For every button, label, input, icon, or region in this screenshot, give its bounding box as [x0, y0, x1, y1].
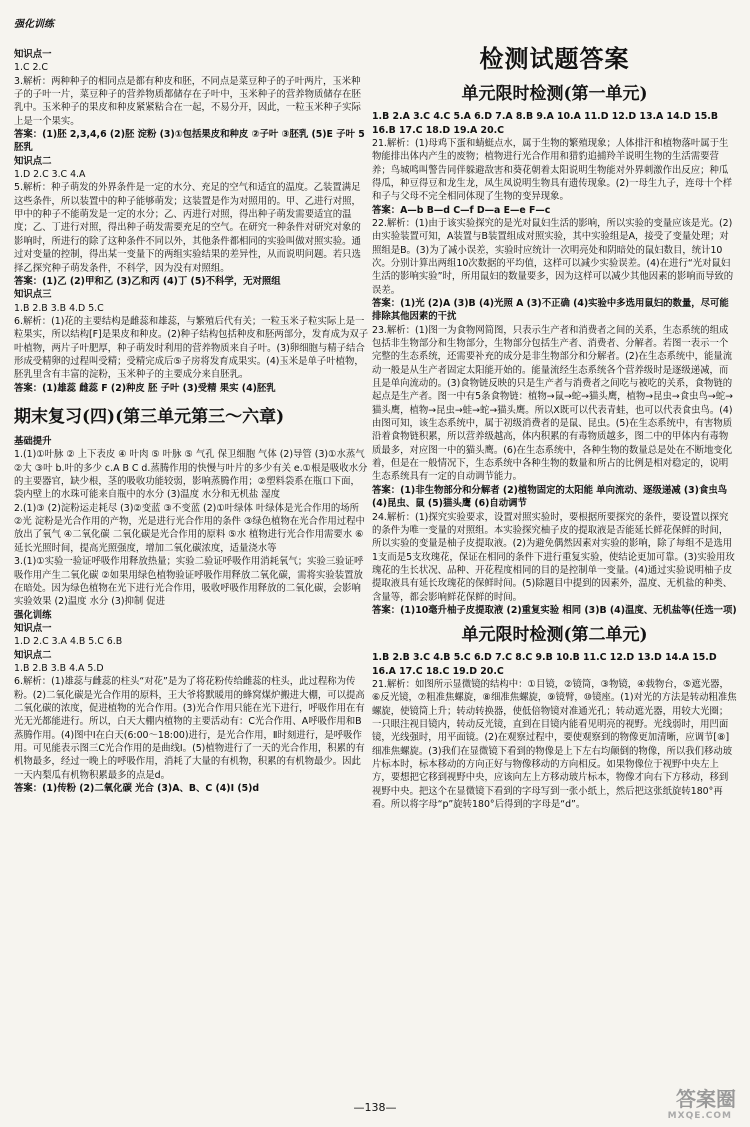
- q6-answer: 答案：(1)雄蕊 雌蕊 F (2)种皮 胚 子叶 (3)受精 果实 (4)胚乳: [14, 382, 276, 394]
- basic-label: 基础提升: [14, 436, 52, 448]
- right-column: [372, 42, 737, 1092]
- left-column: [14, 48, 369, 1098]
- kp1-label: 知识点一: [14, 49, 52, 60]
- u1-q21-explanation: 21.解析：(1)母鸡下蛋和蜻蜓点水，属于生物的繁殖现象；人体排汗和植物落叶属于生物能排出体内产生的废物；植物进行光合作用和猎豹追捕羚羊说明生物的生活需要营养；鸟城鸣叫警告同伴躲避敌害和葵花朝着太阳说明生物能对外界刺激作出反应；种瓜得瓜，种豆得豆和龙生龙，凤生凤说明生物具有遗传现象。(2)一母生九子，连母十个样和子与父母不完全相同体现了生物的变异现象。: [372, 137, 733, 203]
- train-kp2-answers: 1.B 2.B 3.B 4.A 5.D: [14, 662, 104, 674]
- kp3-label: 知识点三: [14, 289, 52, 301]
- page-number: —138—: [353, 1101, 397, 1114]
- u2-q21-explanation: 21.解析：如图所示显微镜的结构中：①目镜，②镜筒，③物镜，④载物台，⑤遮光器，⑥反光镜，⑦粗准焦螺旋，⑧细准焦螺旋，⑨镜臂，⑩镜座。(1)对光的方法是转动粗准焦螺旋，使镜筒上升；转动转换器，使低倍物镜对准通光孔；转动遮光器，用较大光圈；一只眼注视目镜内，转动反光镜，直到在目镜内能看见明亮的视野。光线弱时，用凹面镜，光线强时，用平面镜。(2)在观察过程中，要使观察到的物像更加清晰，应调节[⑧]细准焦螺旋。(3)我们在显微镜下看到的物像是上下左右均颠倒的物像，所以我们移动玻片标本时，标本移动的方向正好与物像移动的方向相反。如果物像位于视野中央左上方，要想把它移到视野中央，应该向左上方移动玻片标本，物像才向右下方移动，移到视野中央。把这个在显微镜下看到的字母写到一张小纸上，然后把这张纸旋转180°再看。所以将字母“p”旋转180°后得到的字母是“d”。: [372, 679, 737, 811]
- main-title: 检测试题答案: [479, 44, 630, 73]
- header-tag: [14, 18, 54, 32]
- train-tag: 强化训练: [14, 609, 52, 621]
- u1-q23-explanation: 23.解析：(1)图一为食物网简图，只表示生产者和消费者之间的关系，生态系统的组成包括非生物部分和生物部分，生物部分包括生产者、消费者、分解者。若图一表示一个完整的生态系统，还需要补充的成分是非生物部分和分解者。(2)在生态系统中，能量流动一般是从生产者固定太阳能开始的。能量流经生态系统各个营养级时是逐级递减，而且是单向流动的。(3)食物链反映的只是生产者与消费者之间吃与被吃的关系，食物链的起点是生产者。图一中有5条食物链：植物→鼠→蛇→猫头鹰，植物→昆虫→食虫鸟→蛇→猫头鹰，植物→昆虫→蛙→蛇→猫头鹰。所以X既可以代表青蛙，也可以代表食虫鸟。(4)由图可知，该生态系统中，属于初级消费者的是鼠、昆虫。(5)在生态系统中，有害物质沿着食物链积累，所以营养级越高，体内积累的有毒物质越多，图二中的甲体内有毒物质最多，对应图一中的猫头鹰。(6)在生态系统中，各种生物的数量总是处在不断地变化着，但是在一般情况下，生态系统中各种生物的数量和所占的比例是相对稳定的，说明生态系统具有一定的自动调节能力。: [372, 324, 733, 483]
- basic-q1: 1.(1)①叶脉 ② 上下表皮 ④ 叶肉 ⑤ 叶脉 ⑤ 气孔 保卫细胞 气体 (2)导管 (3)①水蒸气 ②大 ③叶 b.叶的多少 c.A B C d.蒸腾作用的快慢与叶片的多少有关 e.①根是吸收水分的主要器官，缺少根，茎的吸收功能较弱，影响蒸腾作用；②塑料袋系在瓶口下面，袋内壁上的水珠可能来自瓶中的水分 (3)温度 水分和无机盐 湿度: [14, 449, 368, 501]
- q5-explanation: 5.解析：种子萌发的外界条件是一定的水分、充足的空气和适宜的温度。乙装置满足这些条件，所以装置中的种子能够萌发；这装置是作为对照用的。甲、乙进行对照，甲中的种子不能萌发是一定的水分；乙、丙进行对照，得出种子萌发需要适宜的温度；乙、丁进行对照，得出种子萌发需要充足的空气。在研究一种条件对研究对象的影响时，所进行的除了这种条件不同以外，其他条件都相同的实验叫做对照实验。通过对变量的控制，得出某一变量下的两组实验结果的差异性，从而说明问题。若只选择乙探究种子萌发条件，不科学，因为没有对照组。: [14, 182, 361, 274]
- unit2-mc-answers: 1.B 2.B 3.C 4.B 5.C 6.D 7.C 8.C 9.B 10.B 11.C 12.D 13.D 14.A 15.D 16.A 17.C 18.C 19.D 20.C: [372, 652, 717, 677]
- header-tag-label: 强化训练: [14, 19, 54, 30]
- unit1-title: 单元限时检测(第一单元): [461, 84, 648, 105]
- q6b-explanation: 6.解析：(1)雄蕊与雌蕊的柱头“对花”是为了将花粉传给雌蕊的柱头，此过程称为传粉。(2)二氧化碳是光合作用的原料，王大爷将默暖用的蜂窝煤炉搬进大棚，可以提高二氧化碳的浓度，促进植物的光合作用。(3)光合作用只能在光下进行，呼吸作用在有光无光都能进行。所以，白天大棚内植物的主要活动有：C光合作用、A呼吸作用和B蒸腾作用。(4)图中Ⅰ在白天(6:00～18:00)进行，是光合作用，Ⅱ时刻进行，是呼吸作用。可见能表示图三C光合作用的是曲线Ⅰ。(5)植物进行了一天的光合作用，积累的有机物最多，经过一晚上的呼吸作用，消耗了大量的有机物，积累的有机物最少。因此一天内梨瓜有机物积累最多的点是d。: [14, 676, 365, 781]
- q3-explanation: 3.解析：两种种子的相同点是都有种皮和胚，不同点是菜豆种子的子叶两片，玉米种子的子叶一片，菜豆种子的营养物质都储存在子叶中，玉米种子的营养物质储存在胚乳中。玉米种子的果皮和种皮紧紧粘合在一起，不易分开，因此，一粒玉米种子实际上是一个果实。: [14, 75, 361, 127]
- kp3-answers: 1.B 2.B 3.B 4.D 5.C: [14, 302, 104, 314]
- train-kp1-label: 知识点一: [14, 622, 52, 634]
- train-kp2-label: 知识点二: [14, 649, 52, 661]
- q5-answer: 答案：(1)乙 (2)甲和乙 (3)乙和丙 (4)丁 (5)不科学，无对照组: [14, 275, 281, 287]
- watermark-logo: 答案圈: [676, 1086, 736, 1111]
- kp1-answers: 1.C 2.C: [14, 62, 48, 74]
- basic-q2: 2.(1)③ (2)淀粉运走耗尽 (3)②变蓝 ③不变蓝 (2)①叶绿体 叶绿体是光合作用的场所 ②光 淀粉是光合作用的产物，光是进行光合作用的条件 ③绿色植物在光合作用过程中放出了氧气 ④二氧化碳 二氧化碳是光合作用的原料 ⑤水 植物进行光合作用需要水 ⑥延长光照时间，提高光照强度，增加二氧化碳浓度，适量浇水等: [14, 502, 365, 554]
- basic-q3: 3.(1)①实验一验证呼吸作用释放热量；实验二验证呼吸作用消耗氧气；实验三验证呼吸作用产生二氧化碳 ②如果用绿色植物验证呼吸作用释放二氧化碳，需将实验装置放在暗处。因为绿色植物在光下进行光合作用，吸收呼吸作用释放的二氧化碳，会影响实验效果 (2)温度 水分 (3)抑制 促进: [14, 556, 364, 608]
- watermark-url: MXQE.COM: [667, 1111, 732, 1122]
- unit2-title: 单元限时检测(第二单元): [461, 625, 648, 646]
- q6-explanation: 6.解析：(1)花的主要结构是雌蕊和雄蕊，与繁殖后代有关；一粒玉米子粒实际上是一粒果实，所以结构[F]是果皮和种皮。(2)种子结构包括种皮和胚两部分，发育成为双子叶植物，两片子叶肥厚，种子萌发时利用的营养物质来自子叶。(3)卵细胞与精子结合形成受精卵的过程叫受精；受精完成后⑤子房将发育成果实。(4)玉米是单子叶植物，胚乳里含有丰富的淀粉，玉米种子的主要成分来自胚乳。: [14, 315, 369, 381]
- u1-q23-answer: 答案：(1)非生物部分和分解者 (2)植物固定的太阳能 单向流动、逐级递减 (3)食虫鸟 (4)昆虫、鼠 (5)猫头鹰 (6)自动调节: [372, 484, 728, 510]
- q3-answer: 答案：(1)胚 2,3,4,6 (2)胚 淀粉 (3)①包括果皮和种皮 ②子叶 ③胚乳 (5)E 子叶 5 胚乳: [14, 129, 365, 154]
- unit1-mc-answers: 1.B 2.A 3.C 4.C 5.A 6.D 7.A 8.B 9.A 10.A 11.D 12.D 13.A 14.D 15.B 16.B 17.C 18.D 19.A 20.C: [372, 111, 718, 136]
- u1-q22-explanation: 22.解析：(1)由于该实验探究的是光对鼠妇生活的影响，所以实验的变量应该是光。(2)由实验装置可知，A装置与B装置组成对照实验，其中实验组是A，接受了变量处理；对照组是B。(3)为了减小误差，实验时应统计一次明亮处和阴暗处的鼠妇数目，统计10次。分别计算出两组10次数据的平均值，这样可以减少实验误差。(4)在进行“光对鼠妇生活的影响实验”时，所用鼠妇的数量要多，因为这样可以减少其他因素的影响而导致的误差。: [372, 217, 734, 296]
- u1-q21-answer: 答案：A—b B—d C—f D—a E—e F—c: [372, 204, 551, 216]
- u1-q24-answer: 答案：(1)10毫升柚子皮提取液 (2)重复实验 相同 (3)B (4)温度、无机盐等(任选一项): [372, 604, 737, 616]
- review-title: 期末复习(四)(第三单元第三～六章): [14, 406, 285, 427]
- q6b-answer: 答案：(1)传粉 (2)二氧化碳 光合 (3)A、B、C (4)Ⅰ (5)d: [14, 783, 260, 794]
- kp2-label: 知识点二: [14, 155, 52, 167]
- kp2-answers: 1.D 2.C 3.C 4.A: [14, 169, 86, 181]
- u1-q24-explanation: 24.解析：(1)探究实验要求，设置对照实验时，要根据所要探究的条件，要设置以探究的条件为唯一变量的对照组。本实验探究柚子皮的提取液是否能延长鲜花保鲜的时间，所以实验的变量是柚子皮提取液。(2)为避免偶然因素对实验的影响，除了每组不是选用1支而是5支玫瑰花，保证在相同的条件下进行重复实验，使结论更加可靠。(3)实验用玫瑰花的生长状况、品种、开花程度相同的目的是控制单一变量。(4)通过实验说明柚子皮提取液具有延长玫瑰花的保鲜时间。(5)除题目中提到的因素外，温度、无机盐的种类、含量等，都会影响鲜花保鲜的时间。: [372, 511, 735, 603]
- u1-q22-answer: 答案：(1)光 (2)A (3)B (4)光照 A (3)不正确 (4)实验中多选用鼠妇的数量，尽可能排除其他因素的干扰: [372, 298, 729, 323]
- train-kp1-answers: 1.D 2.C 3.A 4.B 5.C 6.B: [14, 636, 123, 648]
